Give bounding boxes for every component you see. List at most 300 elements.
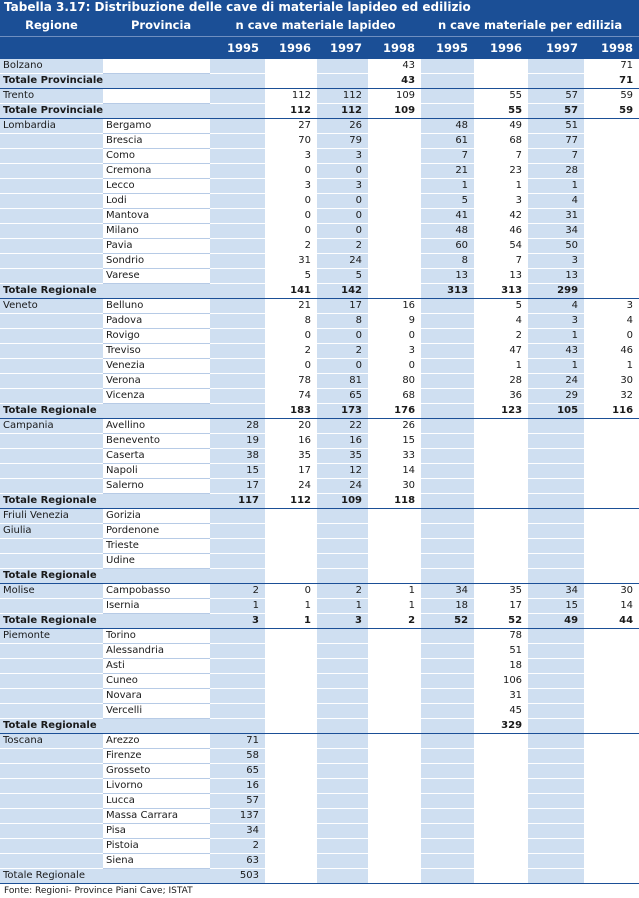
cell-value (584, 674, 639, 689)
cell-value: 23 (474, 164, 528, 179)
cell-value: 1 (317, 599, 368, 614)
cell-value (368, 659, 421, 674)
cell-provincia (103, 569, 210, 584)
cell-provincia: Lecco (103, 179, 210, 194)
cell-value (421, 359, 474, 374)
cell-value (317, 734, 368, 749)
cell-value (265, 659, 317, 674)
cell-value (421, 389, 474, 404)
table-row (0, 539, 639, 554)
cell-value (210, 74, 265, 89)
cell-value (421, 464, 474, 479)
cell-value (584, 224, 639, 239)
cell-value (421, 629, 474, 644)
cell-value (265, 59, 317, 74)
cell-regione: Totale Regionale (0, 284, 103, 299)
cell-value: 18 (474, 659, 528, 674)
header-year: 1995 (210, 37, 265, 60)
table-row (0, 629, 639, 644)
cell-provincia: Siena (103, 854, 210, 869)
cell-value (265, 734, 317, 749)
cell-value: 78 (474, 629, 528, 644)
cell-value: 51 (474, 644, 528, 659)
cell-value: 48 (421, 119, 474, 134)
cell-value: 3 (265, 149, 317, 164)
cell-regione (0, 434, 103, 449)
cell-value: 109 (368, 104, 421, 119)
cell-value (368, 194, 421, 209)
cell-value: 59 (584, 104, 639, 119)
cell-value: 0 (265, 194, 317, 209)
cell-value (265, 749, 317, 764)
cell-regione (0, 269, 103, 284)
cell-provincia: Asti (103, 659, 210, 674)
cell-value: 63 (210, 854, 265, 869)
cell-value: 38 (210, 449, 265, 464)
cell-value (584, 149, 639, 164)
cell-value (584, 284, 639, 299)
cell-value: 24 (265, 479, 317, 494)
table-row (0, 689, 639, 704)
cell-provincia: Caserta (103, 449, 210, 464)
cell-value: 313 (474, 284, 528, 299)
cell-value (474, 764, 528, 779)
table-row (0, 164, 639, 179)
cell-value (421, 734, 474, 749)
cell-provincia (103, 869, 210, 884)
total-row (0, 284, 639, 299)
cell-value (265, 824, 317, 839)
cell-value (584, 569, 639, 584)
cell-value (474, 839, 528, 854)
cell-provincia: Como (103, 149, 210, 164)
cell-value: 45 (474, 704, 528, 719)
cell-value: 0 (317, 329, 368, 344)
cell-value: 0 (317, 194, 368, 209)
cell-provincia: Torino (103, 629, 210, 644)
cell-regione: Totale Regionale (0, 494, 103, 509)
cell-value (265, 839, 317, 854)
cell-value: 123 (474, 404, 528, 419)
cell-value (317, 629, 368, 644)
cell-value: 28 (210, 419, 265, 434)
cell-regione: Lombardia (0, 119, 103, 134)
cell-value (474, 449, 528, 464)
cell-value: 58 (210, 749, 265, 764)
cell-value (474, 434, 528, 449)
cell-value: 8 (265, 314, 317, 329)
table-row (0, 659, 639, 674)
total-row (0, 74, 639, 89)
cell-value: 503 (210, 869, 265, 884)
cell-value (584, 854, 639, 869)
cell-value: 35 (474, 584, 528, 599)
cell-value: 1 (474, 179, 528, 194)
cell-value: 31 (474, 689, 528, 704)
cell-value (474, 524, 528, 539)
cell-value (210, 134, 265, 149)
cell-value (265, 719, 317, 734)
cell-value (210, 104, 265, 119)
cell-value: 0 (317, 224, 368, 239)
cell-value: 79 (317, 134, 368, 149)
cell-value (528, 659, 584, 674)
cell-provincia: Brescia (103, 134, 210, 149)
cell-regione (0, 209, 103, 224)
cell-value (210, 314, 265, 329)
cell-value: 5 (474, 299, 528, 314)
cell-value (265, 569, 317, 584)
cell-value: 31 (528, 209, 584, 224)
cell-value: 61 (421, 134, 474, 149)
table-row (0, 344, 639, 359)
cell-regione (0, 779, 103, 794)
cell-regione (0, 239, 103, 254)
cell-value (265, 689, 317, 704)
header-year: 1996 (474, 37, 528, 60)
cell-regione (0, 344, 103, 359)
cell-value (528, 689, 584, 704)
cell-value (584, 659, 639, 674)
cell-value (421, 824, 474, 839)
cell-value: 0 (265, 329, 317, 344)
cell-provincia (103, 104, 210, 119)
cell-value (421, 449, 474, 464)
cell-value (528, 524, 584, 539)
cell-value: 34 (421, 584, 474, 599)
cell-value: 59 (584, 89, 639, 104)
cell-value (368, 119, 421, 134)
cell-provincia: Campobasso (103, 584, 210, 599)
cell-provincia: Vercelli (103, 704, 210, 719)
cell-value (528, 509, 584, 524)
cell-value (528, 419, 584, 434)
cell-provincia (103, 614, 210, 629)
cell-value: 3 (265, 179, 317, 194)
cell-value (528, 644, 584, 659)
cell-value (421, 344, 474, 359)
cell-value (368, 134, 421, 149)
cell-value: 142 (317, 284, 368, 299)
cell-regione (0, 449, 103, 464)
cell-value (528, 854, 584, 869)
cell-value (317, 839, 368, 854)
cell-value (368, 149, 421, 164)
cell-value: 80 (368, 374, 421, 389)
cell-value: 183 (265, 404, 317, 419)
cell-value (317, 659, 368, 674)
cell-provincia (103, 404, 210, 419)
cell-value (368, 734, 421, 749)
cell-value (528, 674, 584, 689)
cell-value (210, 629, 265, 644)
cell-value: 1 (265, 599, 317, 614)
cell-value: 71 (210, 734, 265, 749)
cell-value (584, 194, 639, 209)
cell-value: 109 (317, 494, 368, 509)
cell-value (528, 629, 584, 644)
table-row (0, 854, 639, 869)
cell-value: 32 (584, 389, 639, 404)
cell-value: 1 (528, 359, 584, 374)
cell-value (317, 644, 368, 659)
cell-value (528, 869, 584, 884)
cell-value (528, 734, 584, 749)
cell-value: 2 (317, 584, 368, 599)
cell-value: 12 (317, 464, 368, 479)
cell-value: 0 (317, 359, 368, 374)
cell-value: 7 (528, 149, 584, 164)
cell-value (317, 689, 368, 704)
cell-value: 7 (474, 149, 528, 164)
cell-value: 1 (210, 599, 265, 614)
cell-provincia: Massa Carrara (103, 809, 210, 824)
cell-value (584, 464, 639, 479)
cell-provincia: Avellino (103, 419, 210, 434)
cell-value (474, 494, 528, 509)
cell-value (528, 554, 584, 569)
cell-value: 60 (421, 239, 474, 254)
cell-value (528, 824, 584, 839)
cell-regione (0, 194, 103, 209)
total-row (0, 569, 639, 584)
cell-value (210, 524, 265, 539)
cell-value: 112 (265, 104, 317, 119)
cell-value (528, 464, 584, 479)
cell-value (317, 569, 368, 584)
cell-value (474, 869, 528, 884)
cell-provincia: Trieste (103, 539, 210, 554)
cell-value: 1 (584, 359, 639, 374)
cell-value (528, 794, 584, 809)
cell-value (474, 569, 528, 584)
table-row (0, 749, 639, 764)
cell-value: 55 (474, 104, 528, 119)
cell-value (421, 554, 474, 569)
cell-regione (0, 329, 103, 344)
cell-value (368, 779, 421, 794)
cell-value (584, 764, 639, 779)
cell-value (421, 569, 474, 584)
table-row (0, 389, 639, 404)
cell-value: 17 (265, 464, 317, 479)
cell-value: 71 (584, 74, 639, 89)
cell-value: 13 (528, 269, 584, 284)
cell-value: 4 (528, 194, 584, 209)
cell-value: 112 (317, 104, 368, 119)
cell-value (210, 254, 265, 269)
cell-value: 47 (474, 344, 528, 359)
total-row (0, 494, 639, 509)
cell-value: 30 (584, 584, 639, 599)
cell-regione: Bolzano (0, 59, 103, 74)
header-lapideo: n cave materiale lapideo (210, 14, 421, 37)
cell-value (317, 674, 368, 689)
table-row (0, 464, 639, 479)
cell-value (421, 674, 474, 689)
cell-regione (0, 674, 103, 689)
cell-value: 3 (528, 254, 584, 269)
cell-value (584, 704, 639, 719)
cell-value: 2 (317, 344, 368, 359)
cell-regione (0, 179, 103, 194)
cell-value (210, 374, 265, 389)
table-row (0, 734, 639, 749)
table-row (0, 134, 639, 149)
cell-value (210, 689, 265, 704)
cell-provincia: Belluno (103, 299, 210, 314)
table-row (0, 674, 639, 689)
cell-value (528, 704, 584, 719)
cell-value (368, 224, 421, 239)
cell-value: 49 (528, 614, 584, 629)
cell-provincia: Alessandria (103, 644, 210, 659)
cell-value: 1 (421, 179, 474, 194)
cell-value: 55 (474, 89, 528, 104)
cell-value (421, 104, 474, 119)
cell-value (474, 419, 528, 434)
cell-value (421, 659, 474, 674)
cell-value (474, 734, 528, 749)
cell-value: 81 (317, 374, 368, 389)
table-row (0, 329, 639, 344)
cell-value: 0 (265, 209, 317, 224)
table-row (0, 434, 639, 449)
table-row (0, 239, 639, 254)
cell-value (528, 764, 584, 779)
cell-value (474, 74, 528, 89)
cell-value: 68 (474, 134, 528, 149)
cell-value (317, 854, 368, 869)
cell-value: 8 (421, 254, 474, 269)
header-edilizia: n cave materiale per edilizia (421, 14, 639, 37)
cell-value: 16 (210, 779, 265, 794)
cell-value: 30 (368, 479, 421, 494)
cell-value (210, 89, 265, 104)
cell-value (368, 809, 421, 824)
cell-value (265, 779, 317, 794)
cell-value (421, 314, 474, 329)
cell-value (584, 749, 639, 764)
total-row (0, 404, 639, 419)
cell-value (421, 644, 474, 659)
cell-regione: Friuli Venezia (0, 509, 103, 524)
cell-regione (0, 359, 103, 374)
cell-value: 117 (210, 494, 265, 509)
quarry-table (0, 14, 639, 884)
cell-value (421, 404, 474, 419)
cell-provincia: Lodi (103, 194, 210, 209)
cell-provincia: Pistoia (103, 839, 210, 854)
cell-value (584, 269, 639, 284)
cell-regione: Totale Regionale (0, 404, 103, 419)
cell-provincia (103, 284, 210, 299)
cell-value: 77 (528, 134, 584, 149)
cell-value (317, 824, 368, 839)
cell-value (368, 284, 421, 299)
cell-value (368, 239, 421, 254)
cell-value: 15 (368, 434, 421, 449)
cell-provincia: Arezzo (103, 734, 210, 749)
cell-value: 2 (265, 344, 317, 359)
cell-value (210, 509, 265, 524)
cell-regione: Molise (0, 584, 103, 599)
cell-value (474, 824, 528, 839)
cell-provincia (103, 719, 210, 734)
table-row (0, 509, 639, 524)
cell-value (368, 539, 421, 554)
cell-regione: Totale Provinciale (0, 104, 103, 119)
cell-value (368, 629, 421, 644)
cell-value (210, 719, 265, 734)
cell-value: 313 (421, 284, 474, 299)
cell-value (528, 569, 584, 584)
cell-value: 26 (368, 419, 421, 434)
cell-value: 28 (474, 374, 528, 389)
cell-value (528, 449, 584, 464)
cell-value: 7 (421, 149, 474, 164)
cell-value (584, 179, 639, 194)
cell-value: 4 (528, 299, 584, 314)
cell-value: 5 (265, 269, 317, 284)
cell-value (210, 404, 265, 419)
cell-provincia: Bergamo (103, 119, 210, 134)
cell-regione (0, 659, 103, 674)
cell-regione (0, 374, 103, 389)
cell-value: 22 (317, 419, 368, 434)
cell-regione (0, 599, 103, 614)
table-row (0, 824, 639, 839)
table-row (0, 374, 639, 389)
cell-value (584, 524, 639, 539)
cell-regione (0, 539, 103, 554)
cell-provincia: Varese (103, 269, 210, 284)
cell-value (210, 209, 265, 224)
table-row (0, 179, 639, 194)
cell-regione (0, 134, 103, 149)
table-row (0, 194, 639, 209)
cell-regione: Giulia (0, 524, 103, 539)
cell-value (317, 704, 368, 719)
cell-value (368, 719, 421, 734)
cell-value (317, 809, 368, 824)
cell-value: 34 (528, 224, 584, 239)
cell-value: 2 (210, 839, 265, 854)
cell-value: 0 (368, 329, 421, 344)
table-row (0, 479, 639, 494)
total-row (0, 614, 639, 629)
cell-value (368, 509, 421, 524)
cell-value (584, 554, 639, 569)
source-note: Fonte: Regioni- Province Piani Cave; ISTAT (4, 886, 193, 896)
cell-value (317, 794, 368, 809)
cell-value (528, 719, 584, 734)
cell-value: 52 (474, 614, 528, 629)
cell-value: 141 (265, 284, 317, 299)
cell-value: 2 (317, 239, 368, 254)
cell-regione (0, 389, 103, 404)
cell-value (210, 359, 265, 374)
cell-value (528, 749, 584, 764)
cell-value (421, 509, 474, 524)
cell-value: 5 (317, 269, 368, 284)
cell-value (421, 524, 474, 539)
cell-value (368, 854, 421, 869)
cell-value: 5 (421, 194, 474, 209)
cell-value: 112 (265, 89, 317, 104)
cell-value: 0 (584, 329, 639, 344)
table-row (0, 299, 639, 314)
